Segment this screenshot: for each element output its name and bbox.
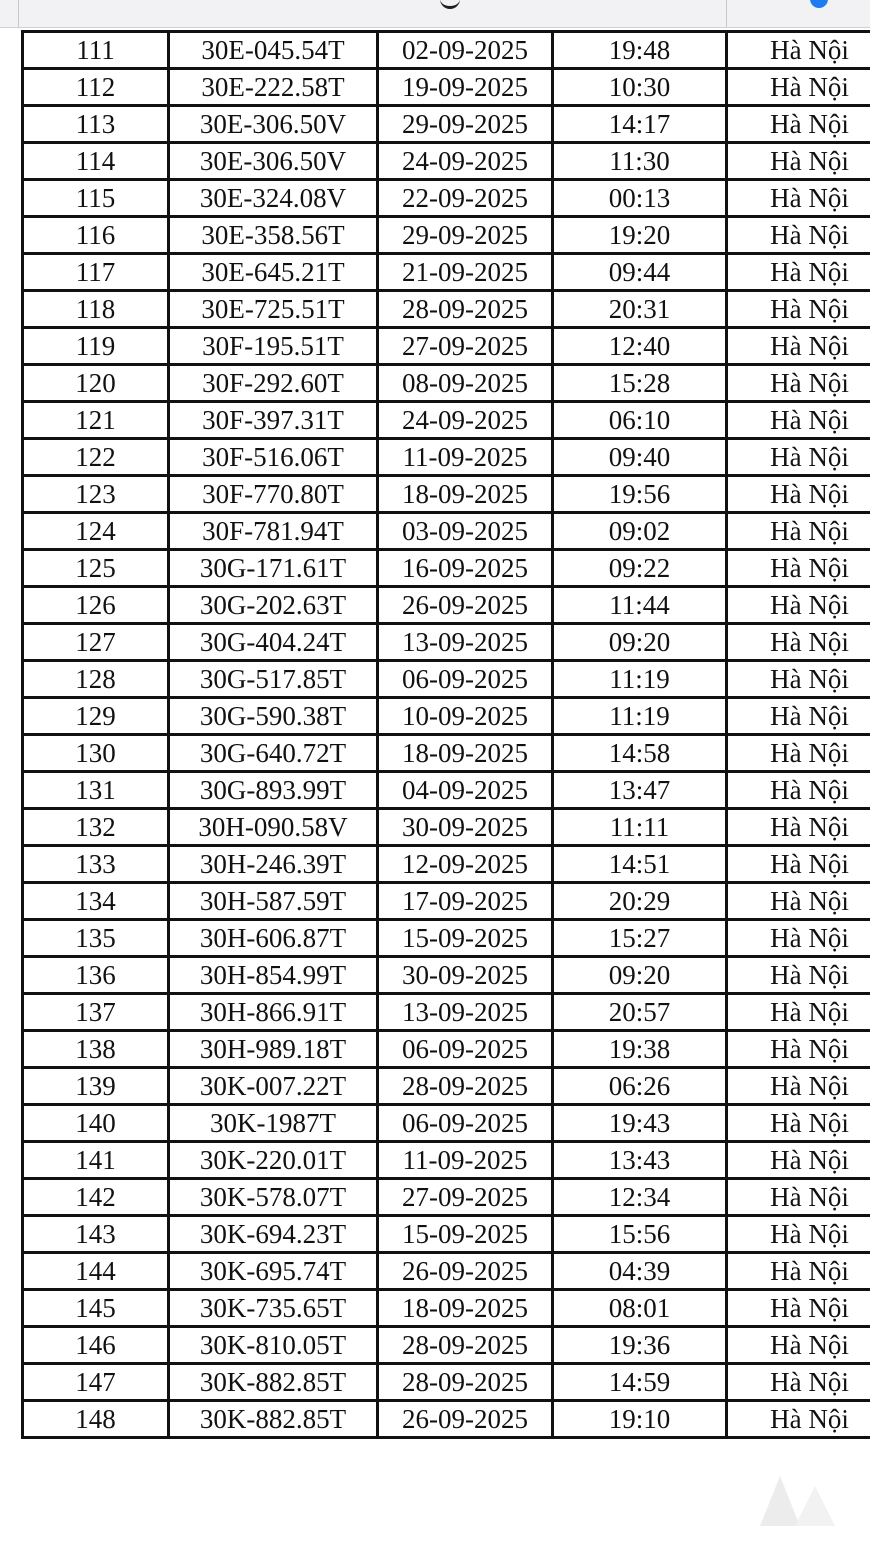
table-row: [23, 32, 870, 69]
city-cell: Hà Nội: [727, 1290, 870, 1327]
time-cell: 11:19: [553, 661, 727, 698]
row-number-cell: 144: [23, 1253, 169, 1290]
time-cell: 09:02: [553, 513, 727, 550]
license-plate-cell: 30K-695.74T: [169, 1253, 378, 1290]
license-plate-cell: 30F-781.94T: [169, 513, 378, 550]
license-plate-cell: 30K-578.07T: [169, 1179, 378, 1216]
license-plate-cell: 30H-587.59T: [169, 883, 378, 920]
time-cell: 11:44: [553, 587, 727, 624]
city-cell: Hà Nội: [727, 1253, 870, 1290]
row-number-cell: 139: [23, 1068, 169, 1105]
time-cell: 06:26: [553, 1068, 727, 1105]
date-cell: 11-09-2025: [378, 1142, 553, 1179]
city-cell: Hà Nội: [727, 402, 870, 439]
row-number-cell: 142: [23, 1179, 169, 1216]
license-plate-cell: 30F-292.60T: [169, 365, 378, 402]
date-cell: 12-09-2025: [378, 846, 553, 883]
date-cell: 06-09-2025: [378, 1031, 553, 1068]
date-cell: 18-09-2025: [378, 735, 553, 772]
license-plate-cell: 30K-882.85T: [169, 1401, 378, 1438]
row-number-cell: 138: [23, 1031, 169, 1068]
table-row: [23, 1401, 870, 1438]
license-plate-cell: 30E-306.50V: [169, 106, 378, 143]
license-plate-cell: 30K-735.65T: [169, 1290, 378, 1327]
city-cell: Hà Nội: [727, 1327, 870, 1364]
table-row: [23, 106, 870, 143]
row-number-cell: 112: [23, 69, 169, 106]
city-cell: Hà Nội: [727, 698, 870, 735]
row-number-cell: 140: [23, 1105, 169, 1142]
time-cell: 09:40: [553, 439, 727, 476]
row-number-cell: 132: [23, 809, 169, 846]
table-row: [23, 402, 870, 439]
time-cell: 11:19: [553, 698, 727, 735]
city-cell: Hà Nội: [727, 661, 870, 698]
time-cell: 14:58: [553, 735, 727, 772]
date-cell: 26-09-2025: [378, 1401, 553, 1438]
time-cell: 09:22: [553, 550, 727, 587]
license-plate-cell: 30K-810.05T: [169, 1327, 378, 1364]
city-cell: Hà Nội: [727, 994, 870, 1031]
table-row: [23, 143, 870, 180]
city-cell: Hà Nội: [727, 143, 870, 180]
time-cell: 04:39: [553, 1253, 727, 1290]
row-number-cell: 116: [23, 217, 169, 254]
table-row: [23, 217, 870, 254]
row-number-cell: 128: [23, 661, 169, 698]
row-number-cell: 120: [23, 365, 169, 402]
time-cell: 09:44: [553, 254, 727, 291]
table-row: [23, 846, 870, 883]
time-cell: 11:30: [553, 143, 727, 180]
date-cell: 18-09-2025: [378, 476, 553, 513]
row-number-cell: 111: [23, 32, 169, 69]
date-cell: 17-09-2025: [378, 883, 553, 920]
license-plate-cell: 30G-893.99T: [169, 772, 378, 809]
table-row: [23, 809, 870, 846]
row-number-cell: 143: [23, 1216, 169, 1253]
row-number-cell: 127: [23, 624, 169, 661]
row-number-cell: 131: [23, 772, 169, 809]
table-row: [23, 328, 870, 365]
city-cell: Hà Nội: [727, 846, 870, 883]
toolbar-action-icon[interactable]: [810, 0, 828, 8]
city-cell: Hà Nội: [727, 513, 870, 550]
time-cell: 12:40: [553, 328, 727, 365]
table-row: [23, 1290, 870, 1327]
license-plate-cell: 30E-324.08V: [169, 180, 378, 217]
row-number-cell: 125: [23, 550, 169, 587]
table-row: [23, 1105, 870, 1142]
row-number-cell: 113: [23, 106, 169, 143]
table-row: [23, 920, 870, 957]
city-cell: Hà Nội: [727, 624, 870, 661]
license-plate-cell: 30E-045.54T: [169, 32, 378, 69]
date-cell: 16-09-2025: [378, 550, 553, 587]
row-number-cell: 115: [23, 180, 169, 217]
date-cell: 13-09-2025: [378, 994, 553, 1031]
date-cell: 10-09-2025: [378, 698, 553, 735]
date-cell: 02-09-2025: [378, 32, 553, 69]
time-cell: 14:51: [553, 846, 727, 883]
city-cell: Hà Nội: [727, 439, 870, 476]
license-plate-cell: 30G-171.61T: [169, 550, 378, 587]
city-cell: Hà Nội: [727, 587, 870, 624]
time-cell: 19:10: [553, 1401, 727, 1438]
table-row: [23, 957, 870, 994]
table-row: [23, 476, 870, 513]
time-cell: 19:48: [553, 32, 727, 69]
table-row: [23, 661, 870, 698]
table-row: [23, 550, 870, 587]
time-cell: 20:29: [553, 883, 727, 920]
city-cell: Hà Nội: [727, 476, 870, 513]
toolbar-partial-glyph: [440, 0, 460, 9]
city-cell: Hà Nội: [727, 328, 870, 365]
top-toolbar: [0, 0, 870, 28]
watermark-logo-icon: [750, 1466, 850, 1536]
city-cell: Hà Nội: [727, 1068, 870, 1105]
table-row: [23, 698, 870, 735]
row-number-cell: 118: [23, 291, 169, 328]
table-row: [23, 1142, 870, 1179]
table-row: [23, 1031, 870, 1068]
table-row: [23, 587, 870, 624]
time-cell: 09:20: [553, 957, 727, 994]
date-cell: 15-09-2025: [378, 920, 553, 957]
row-number-cell: 148: [23, 1401, 169, 1438]
time-cell: 11:11: [553, 809, 727, 846]
date-cell: 27-09-2025: [378, 328, 553, 365]
city-cell: Hà Nội: [727, 217, 870, 254]
table-row: [23, 1327, 870, 1364]
city-cell: Hà Nội: [727, 1216, 870, 1253]
city-cell: Hà Nội: [727, 1142, 870, 1179]
table-row: [23, 180, 870, 217]
city-cell: Hà Nội: [727, 735, 870, 772]
table-row: [23, 513, 870, 550]
time-cell: 19:56: [553, 476, 727, 513]
row-number-cell: 141: [23, 1142, 169, 1179]
date-cell: 18-09-2025: [378, 1290, 553, 1327]
date-cell: 15-09-2025: [378, 1216, 553, 1253]
table-row: [23, 735, 870, 772]
license-plate-cell: 30G-404.24T: [169, 624, 378, 661]
row-number-cell: 122: [23, 439, 169, 476]
date-cell: 22-09-2025: [378, 180, 553, 217]
license-plate-cell: 30K-694.23T: [169, 1216, 378, 1253]
time-cell: 20:57: [553, 994, 727, 1031]
license-plate-cell: 30K-220.01T: [169, 1142, 378, 1179]
license-plate-cell: 30H-246.39T: [169, 846, 378, 883]
city-cell: Hà Nội: [727, 809, 870, 846]
table-row: [23, 254, 870, 291]
time-cell: 09:20: [553, 624, 727, 661]
city-cell: Hà Nội: [727, 291, 870, 328]
date-cell: 28-09-2025: [378, 291, 553, 328]
license-plate-cell: 30H-854.99T: [169, 957, 378, 994]
date-cell: 06-09-2025: [378, 661, 553, 698]
license-plate-cell: 30G-517.85T: [169, 661, 378, 698]
time-cell: 12:34: [553, 1179, 727, 1216]
time-cell: 19:38: [553, 1031, 727, 1068]
license-plate-cell: 30H-090.58V: [169, 809, 378, 846]
time-cell: 19:36: [553, 1327, 727, 1364]
date-cell: 06-09-2025: [378, 1105, 553, 1142]
date-cell: 03-09-2025: [378, 513, 553, 550]
date-cell: 26-09-2025: [378, 1253, 553, 1290]
license-plate-cell: 30K-007.22T: [169, 1068, 378, 1105]
city-cell: Hà Nội: [727, 1105, 870, 1142]
city-cell: Hà Nội: [727, 69, 870, 106]
time-cell: 13:43: [553, 1142, 727, 1179]
city-cell: Hà Nội: [727, 365, 870, 402]
city-cell: Hà Nội: [727, 254, 870, 291]
city-cell: Hà Nội: [727, 920, 870, 957]
license-plate-cell: 30E-725.51T: [169, 291, 378, 328]
date-cell: 26-09-2025: [378, 587, 553, 624]
date-cell: 30-09-2025: [378, 809, 553, 846]
time-cell: 19:43: [553, 1105, 727, 1142]
table-row: [23, 1068, 870, 1105]
row-number-cell: 124: [23, 513, 169, 550]
row-number-cell: 117: [23, 254, 169, 291]
city-cell: Hà Nội: [727, 32, 870, 69]
license-plate-cell: 30H-606.87T: [169, 920, 378, 957]
license-plate-cell: 30E-358.56T: [169, 217, 378, 254]
time-cell: 06:10: [553, 402, 727, 439]
date-cell: 29-09-2025: [378, 217, 553, 254]
date-cell: 27-09-2025: [378, 1179, 553, 1216]
table-row: [23, 1216, 870, 1253]
row-number-cell: 123: [23, 476, 169, 513]
table-row: [23, 624, 870, 661]
table-body: [23, 32, 870, 1438]
row-number-cell: 126: [23, 587, 169, 624]
license-plate-cell: 30E-222.58T: [169, 69, 378, 106]
table-row: [23, 69, 870, 106]
time-cell: 19:20: [553, 217, 727, 254]
city-cell: Hà Nội: [727, 1031, 870, 1068]
license-plate-cell: 30G-640.72T: [169, 735, 378, 772]
time-cell: 15:27: [553, 920, 727, 957]
table-row: [23, 439, 870, 476]
city-cell: Hà Nội: [727, 772, 870, 809]
date-cell: 11-09-2025: [378, 439, 553, 476]
city-cell: Hà Nội: [727, 106, 870, 143]
time-cell: 10:30: [553, 69, 727, 106]
license-plate-cell: 30E-645.21T: [169, 254, 378, 291]
time-cell: 00:13: [553, 180, 727, 217]
table-row: [23, 883, 870, 920]
license-plate-cell: 30F-397.31T: [169, 402, 378, 439]
table-row: [23, 772, 870, 809]
row-number-cell: 133: [23, 846, 169, 883]
license-plate-cell: 30F-770.80T: [169, 476, 378, 513]
city-cell: Hà Nội: [727, 180, 870, 217]
date-cell: 28-09-2025: [378, 1364, 553, 1401]
city-cell: Hà Nội: [727, 1364, 870, 1401]
license-plate-cell: 30K-1987T: [169, 1105, 378, 1142]
row-number-cell: 136: [23, 957, 169, 994]
table-row: [23, 994, 870, 1031]
city-cell: Hà Nội: [727, 883, 870, 920]
time-cell: 13:47: [553, 772, 727, 809]
date-cell: 04-09-2025: [378, 772, 553, 809]
toolbar-divider: [18, 0, 19, 28]
city-cell: Hà Nội: [727, 957, 870, 994]
city-cell: Hà Nội: [727, 1401, 870, 1438]
license-plate-cell: 30K-882.85T: [169, 1364, 378, 1401]
date-cell: 19-09-2025: [378, 69, 553, 106]
time-cell: 08:01: [553, 1290, 727, 1327]
violations-table-container: [21, 30, 870, 1439]
table-row: [23, 365, 870, 402]
row-number-cell: 134: [23, 883, 169, 920]
date-cell: 24-09-2025: [378, 143, 553, 180]
date-cell: 28-09-2025: [378, 1068, 553, 1105]
row-number-cell: 119: [23, 328, 169, 365]
time-cell: 15:28: [553, 365, 727, 402]
time-cell: 14:17: [553, 106, 727, 143]
license-plate-cell: 30H-866.91T: [169, 994, 378, 1031]
table-row: [23, 291, 870, 328]
table-row: [23, 1253, 870, 1290]
date-cell: 08-09-2025: [378, 365, 553, 402]
row-number-cell: 129: [23, 698, 169, 735]
table-row: [23, 1179, 870, 1216]
toolbar-divider: [726, 0, 727, 28]
row-number-cell: 147: [23, 1364, 169, 1401]
row-number-cell: 130: [23, 735, 169, 772]
date-cell: 29-09-2025: [378, 106, 553, 143]
date-cell: 30-09-2025: [378, 957, 553, 994]
time-cell: 14:59: [553, 1364, 727, 1401]
license-plate-cell: 30F-516.06T: [169, 439, 378, 476]
time-cell: 20:31: [553, 291, 727, 328]
license-plate-cell: 30G-590.38T: [169, 698, 378, 735]
row-number-cell: 135: [23, 920, 169, 957]
city-cell: Hà Nội: [727, 1179, 870, 1216]
violations-table: [21, 30, 870, 1439]
row-number-cell: 145: [23, 1290, 169, 1327]
time-cell: 15:56: [553, 1216, 727, 1253]
city-cell: Hà Nội: [727, 550, 870, 587]
license-plate-cell: 30G-202.63T: [169, 587, 378, 624]
license-plate-cell: 30E-306.50V: [169, 143, 378, 180]
row-number-cell: 137: [23, 994, 169, 1031]
row-number-cell: 121: [23, 402, 169, 439]
row-number-cell: 114: [23, 143, 169, 180]
table-row: [23, 1364, 870, 1401]
date-cell: 21-09-2025: [378, 254, 553, 291]
date-cell: 24-09-2025: [378, 402, 553, 439]
date-cell: 13-09-2025: [378, 624, 553, 661]
row-number-cell: 146: [23, 1327, 169, 1364]
date-cell: 28-09-2025: [378, 1327, 553, 1364]
license-plate-cell: 30F-195.51T: [169, 328, 378, 365]
license-plate-cell: 30H-989.18T: [169, 1031, 378, 1068]
